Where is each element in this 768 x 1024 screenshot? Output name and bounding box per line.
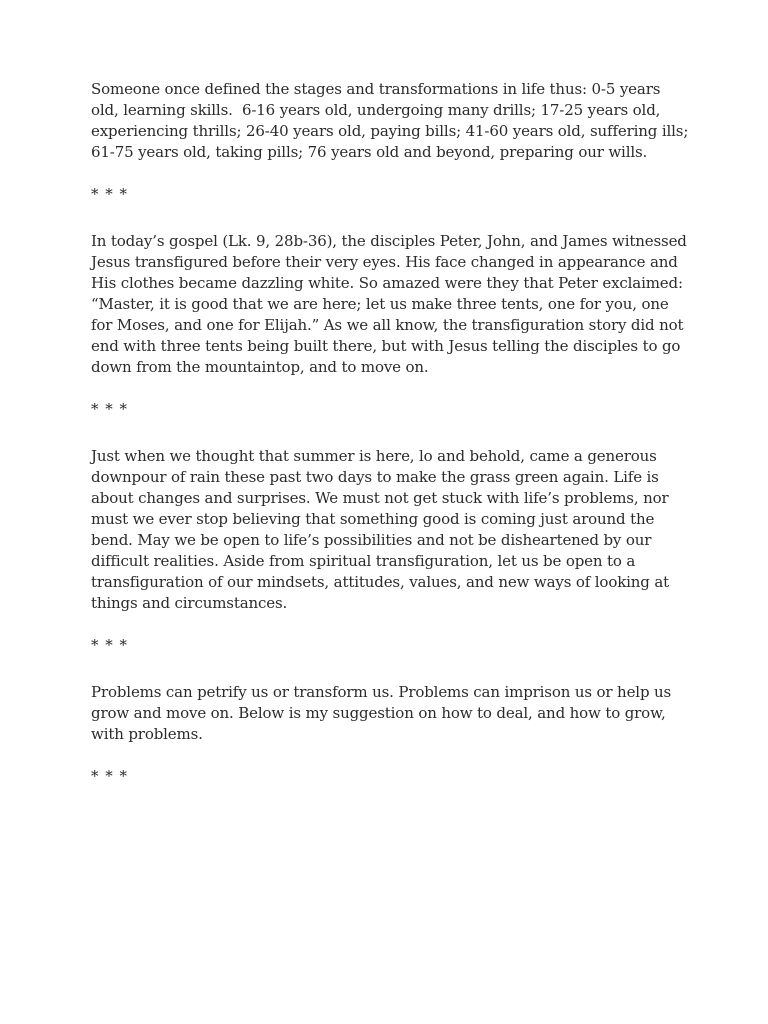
document-page [91, 79, 691, 787]
paragraph-transfiguration-gospel: In today’s gospel (Lk. 9, 28b-36), the disciples Peter, John, and James witnessed Jesus transfigured before their very eyes. His face changed in appearance and His clothes became dazzling white. So amazed were they that Peter exclaimed: “Master, it is good that we are here; let us make three tents, one for you, one for Moses, and one for Elijah.” As we all know, the transfiguration story did not end with three tents being built there, but with Jesus telling the disciples to go down from the mountaintop, and to move on. [91, 232, 692, 376]
paragraph-changes-and-surprises: Just when we thought that summer is here, lo and behold, came a generous downpour of rain these past two days to make the grass green again. Life is about changes and surprises. We must not get stuck with life’s problems, nor must we ever stop believing that something good is coming just around the bend. May we be open to life’s possibilities and not be disheartened by our difficult realities. Aside from spiritual transfiguration, let us be open to a transfiguration of our mindsets, attitudes, values, and new ways of looking at things and circumstances. [91, 447, 674, 612]
section-separator: * * * [91, 636, 129, 654]
section-separator: * * * [91, 185, 129, 203]
paragraph-problems: Problems can petrify us or transform us. Problems can imprison us or help us grow and move on. Below is my suggestion on how to deal, and how to grow, with problems. [91, 683, 676, 743]
section-separator: * * * [91, 400, 129, 418]
paragraph-life-stages: Someone once defined the stages and transformations in life thus: 0-5 years old, learning skills. 6-16 years old, undergoing many drills; 17-25 years old, experiencing thrills; 26-40 years old, paying bills; 41-60 years old, suffering ills; 61-75 years old, taking pills; 76 years old and beyond, preparing our wills. [91, 80, 693, 161]
section-separator: * * * [91, 767, 129, 785]
